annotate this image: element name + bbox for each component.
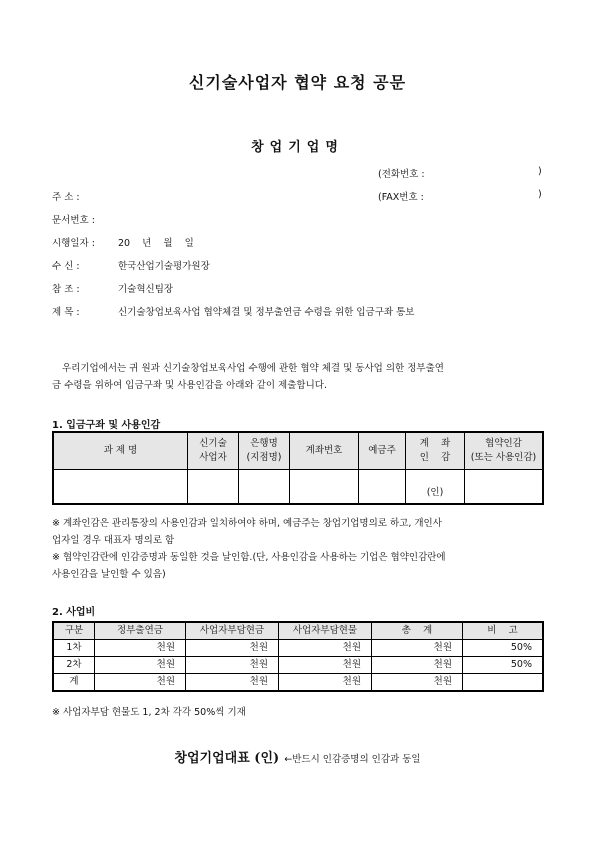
header-account-seal: 계 좌 인 감 bbox=[406, 432, 465, 470]
note-1-line-2: 업자일 경우 대표자 명의로 함 bbox=[52, 535, 175, 546]
account-table bbox=[52, 431, 544, 505]
company-name-heading: 창업기업명 bbox=[251, 140, 344, 155]
header-remarks: 비 고 bbox=[463, 622, 544, 640]
cell-cash-contribution[interactable]: 천원 bbox=[186, 674, 279, 692]
section-1-heading: 1. 입금구좌 및 사용인감 bbox=[52, 420, 161, 431]
subject-value: 신기술창업보육사업 협약체결 및 정부출연금 수령을 위한 입금구좌 통보 bbox=[118, 307, 415, 318]
body-line-1: 우리기업에서는 귀 원과 신기술창업보육사업 수행에 관한 협약 체결 및 동사업 의한 정부출연 bbox=[62, 363, 444, 374]
cell-account-holder[interactable] bbox=[359, 470, 406, 505]
cell-bank-name[interactable] bbox=[239, 470, 290, 505]
body-line-2: 금 수령을 위하여 입금구좌 및 사용인감을 아래와 같이 제출합니다. bbox=[52, 380, 327, 391]
cell-total[interactable]: 천원 bbox=[372, 657, 463, 674]
cell-account-number[interactable] bbox=[290, 470, 359, 505]
cell-account-seal[interactable]: (인) bbox=[406, 470, 465, 505]
fax-close: ) bbox=[538, 189, 542, 200]
address-label: 주 소 : bbox=[52, 192, 80, 203]
date-value: 20 년 월 일 bbox=[118, 238, 194, 249]
cell-remarks[interactable]: 50% bbox=[463, 640, 544, 657]
cell-total[interactable]: 천원 bbox=[372, 640, 463, 657]
row-label: 2차 bbox=[53, 657, 95, 674]
date-label: 시행일자 : bbox=[52, 238, 95, 249]
header-tech-business: 신기술 사업자 bbox=[188, 432, 239, 470]
header-agreement-seal: 협약인감 (또는 사용인감) bbox=[465, 432, 544, 470]
cell-remarks[interactable] bbox=[463, 674, 544, 692]
table-row bbox=[53, 674, 543, 692]
cell-agreement-seal[interactable] bbox=[465, 470, 544, 505]
note-1-line-1: ※ 계좌인감은 관리통장의 사용인감과 일치하여야 하며, 예금주는 창업기업명의로 하고, 개인사 bbox=[52, 518, 442, 529]
cell-government-fund[interactable]: 천원 bbox=[95, 640, 186, 657]
reference-label: 참 조 : bbox=[52, 284, 80, 295]
cell-in-kind-contribution[interactable]: 천원 bbox=[279, 640, 372, 657]
note-2-line-2: 사용인감을 날인할 수 있음) bbox=[52, 569, 166, 580]
phone-label: (전화번호 : bbox=[378, 169, 425, 180]
section-2-heading: 2. 사업비 bbox=[52, 607, 96, 618]
note-2-line-1: ※ 협약인감란에 인감증명과 동일한 것을 날인함.(단, 사용인감을 사용하는 기업은 협약인감란에 bbox=[52, 552, 446, 563]
header-cash-contribution: 사업자부담현금 bbox=[186, 622, 279, 640]
recipient-value: 한국산업기술평가원장 bbox=[118, 261, 210, 272]
note-3: ※ 사업자부담 현물도 1, 2차 각각 50%씩 기재 bbox=[52, 707, 246, 718]
cell-in-kind-contribution[interactable]: 천원 bbox=[279, 674, 372, 692]
cell-project-name[interactable] bbox=[53, 470, 188, 505]
table-row bbox=[53, 640, 543, 657]
reference-value: 기술혁신팀장 bbox=[118, 284, 174, 295]
budget-table bbox=[52, 621, 544, 692]
cell-cash-contribution[interactable]: 천원 bbox=[186, 657, 279, 674]
cell-cash-contribution[interactable]: 천원 bbox=[186, 640, 279, 657]
fax-label: (FAX번호 : bbox=[378, 192, 424, 203]
seal-instruction: ←반드시 인감증명의 인감과 동일 bbox=[284, 754, 421, 765]
document-title: 신기술사업자 협약 요청 공문 bbox=[188, 73, 407, 92]
header-account-holder: 예금주 bbox=[359, 432, 406, 470]
table-row bbox=[53, 657, 543, 674]
cell-tech-business[interactable] bbox=[188, 470, 239, 505]
header-bank-name: 은행명 (지점명) bbox=[239, 432, 290, 470]
cell-in-kind-contribution[interactable]: 천원 bbox=[279, 657, 372, 674]
header-in-kind-contribution: 사업자부담현물 bbox=[279, 622, 372, 640]
cell-total[interactable]: 천원 bbox=[372, 674, 463, 692]
phone-close: ) bbox=[538, 166, 542, 177]
header-total: 총 계 bbox=[372, 622, 463, 640]
header-account-number: 계좌번호 bbox=[290, 432, 359, 470]
cell-government-fund[interactable]: 천원 bbox=[95, 657, 186, 674]
header-project-name: 과 제 명 bbox=[53, 432, 188, 470]
row-label: 계 bbox=[53, 674, 95, 692]
header-government-fund: 정부출연금 bbox=[95, 622, 186, 640]
representative-seal-label: 창업기업대표 (인) bbox=[174, 751, 280, 766]
header-category: 구분 bbox=[53, 622, 95, 640]
cell-government-fund[interactable]: 천원 bbox=[95, 674, 186, 692]
doc-number-label: 문서번호 : bbox=[52, 215, 95, 226]
signature-line bbox=[0, 747, 595, 766]
row-label: 1차 bbox=[53, 640, 95, 657]
subject-label: 제 목 : bbox=[52, 307, 80, 318]
cell-remarks[interactable]: 50% bbox=[463, 657, 544, 674]
recipient-label: 수 신 : bbox=[52, 261, 80, 272]
